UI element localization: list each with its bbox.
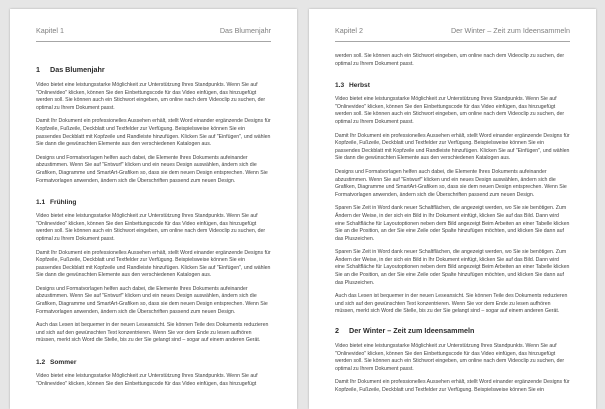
paragraph: Video bietet eine leistungsstarke Möglichkeit zur Unterstützung Ihres Standpunkts. Wenn Sie auf "Onlinevideo" klicken, können Sie den Einbettungscode für das Video einfügen, das hinzugefügt werden soll. Sie können auch ein Stichwort eingeben, um online nach dem Videoclip zu suchen, der optimal zu Ihrem Dokument passt.: [335, 96, 565, 125]
paragraph: Damit Ihr Dokument ein professionelles Aussehen erhält, stellt Word einander ergänzende Designs für Kopfzeile, Fußzeile, Deckblatt und Textfelder zur Verfügung. Beispielsweise können Sie ein passendes Deckblatt mit Kopfzeile und Randleiste hinzufügen. Klicken Sie auf "Einfügen", und wählen Sie dann die gewünschten Elemente aus den verschiedenen Katalogen aus.: [36, 118, 271, 148]
paragraph: Damit Ihr Dokument ein professionelles Aussehen erhält, stellt Word einander ergänzende Designs für Kopfzeile, Fußzeile, Deckblatt und Textfelder zur Verfügung. Beispielsweise können Sie ein passendes Deckblatt mit Kopfzeile und Randleiste hinzufügen. Klicken Sie auf "Einfügen", und wählen Sie dann die gewünschten Elemente aus den verschiedenen Katalogen aus.: [36, 249, 271, 279]
paragraph: Designs und Formatvorlagen helfen auch dabei, die Elemente Ihres Dokuments aufeinander abzustimmen. Wenn Sie auf "Entwurf" klicken und ein neues Design auswählen, ändern sich die Grafiken, Diagramme und SmartArt-Grafiken so, dass sie dem neuen Design entsprechen. Wenn Sie Formatvorlagen anwenden, ändern sich die Überschriften passend zum neuen Design.: [36, 285, 268, 315]
paragraph: Damit Ihr Dokument ein professionelles Aussehen erhält, stellt Word einander ergänzende Designs für Kopfzeile, Fußzeile, Deckblatt und Textfelder zur Verfügung. Beispielsweise können Sie ein passendes Deckblatt mit Kopfzeile und Randleiste hinzufügen. Klicken Sie auf "Einfügen", und wählen Sie dann die gewünschten Elemente aus den verschiedenen Katalogen aus.: [335, 132, 570, 162]
heading-number: 1.1: [36, 199, 46, 207]
paragraph: werden soll. Sie können auch ein Stichwort eingeben, um online nach dem Videoclip zu suchen, der optimal zu Ihrem Dokument passt.: [335, 53, 565, 67]
heading-number: 2: [335, 326, 339, 336]
paragraph: Designs und Formatvorlagen helfen auch dabei, die Elemente Ihres Dokuments aufeinander abzustimmen. Wenn Sie auf "Entwurf" klicken und ein neues Design auswählen, ändern sich die Grafiken, Diagramme und SmartArt-Grafiken so, dass sie dem neuen Design entsprechen. Wenn Sie Formatvorlagen anwenden, ändern sich die Überschriften passend zum neuen Design.: [335, 168, 567, 198]
heading-text: Sommer: [50, 359, 77, 367]
heading-text: Der Winter – Zeit zum Ideensammeln: [349, 326, 475, 336]
paragraph: Auch das Lesen ist bequemer in der neuen Leseansicht. Sie können Teile des Dokuments reduzieren und sich auf den gewünschten Text konzentrieren. Wenn Sie vor dem Ende zu lesen aufhören müssen, merkt sich Word die Stelle, bis zu der Sie gelangt sind – sogar auf einem anderen Gerät.: [36, 322, 269, 344]
header-chapter-title: Der Winter – Zeit zum Ideensammeln: [450, 26, 570, 35]
heading-2: [36, 358, 271, 367]
paragraph: Auch das Lesen ist bequemer in der neuen Leseansicht. Sie können Teile des Dokuments reduzieren und sich auf den gewünschten Text konzentrieren. Wenn Sie vor dem Ende zu lesen aufhören müssen, merkt sich Word die Stelle, bis zu der Sie gelangt sind – sogar auf einem anderen Gerät.: [335, 293, 568, 315]
paragraph: Video bietet eine leistungsstarke Möglichkeit zur Unterstützung Ihres Standpunkts. Wenn Sie auf "Onlinevideo" klicken, können Sie den Einbettungscode für das Video einfügen, das hinzugefügt werden soll. Sie können auch ein Stichwort eingeben, um online nach dem Videoclip zu suchen, der optimal zu Ihrem Dokument passt.: [335, 343, 565, 372]
paragraph: Designs und Formatvorlagen helfen auch dabei, die Elemente Ihres Dokuments aufeinander abzustimmen. Wenn Sie auf "Entwurf" klicken und ein neues Design auswählen, ändern sich die Grafiken, Diagramme und SmartArt-Grafiken so, dass sie dem neuen Design entsprechen. Wenn Sie Formatvorlagen anwenden, ändern sich die Überschriften passend zum neuen Design.: [36, 154, 268, 184]
paragraph: Video bietet eine leistungsstarke Möglichkeit zur Unterstützung Ihres Standpunkts. Wenn Sie auf "Onlinevideo" klicken, können Sie den Einbettungscode für das Video einfügen, das hinzugefügt werden soll. Sie können auch ein Stichwort eingeben, um online nach dem Videoclip zu suchen, der optimal zu Ihrem Dokument passt.: [36, 82, 266, 111]
heading-2: [36, 198, 271, 207]
heading-1: [36, 65, 271, 74]
page-body[interactable]: [335, 53, 570, 401]
heading-text: Frühling: [50, 199, 77, 207]
heading-number: 1.3: [335, 82, 345, 90]
heading-1: [335, 326, 570, 335]
heading-text: Das Blumenjahr: [50, 65, 105, 74]
heading-2: [335, 81, 570, 90]
page-header: [36, 26, 271, 42]
paragraph: Video bietet eine leistungsstarke Möglichkeit zur Unterstützung Ihres Standpunkts. Wenn Sie auf "Onlinevideo" klicken, können Sie den Einbettungscode für das Video einfügen, das hinzugefügt: [36, 373, 258, 387]
heading-text: Herbst: [349, 82, 370, 90]
page-header: [335, 26, 570, 42]
heading-number: 1.2: [36, 359, 46, 367]
header-chapter-title: Das Blumenjahr: [219, 26, 271, 35]
heading-number: 1: [36, 65, 40, 74]
paragraph: Damit Ihr Dokument ein professionelles Aussehen erhält, stellt Word einander ergänzende Designs für Kopfzeile, Fußzeile, Deckblatt und Textfelder zur Verfügung. Beispielsweise können Sie ein: [335, 379, 570, 393]
paragraph: Video bietet eine leistungsstarke Möglichkeit zur Unterstützung Ihres Standpunkts. Wenn Sie auf "Onlinevideo" klicken, können Sie den Einbettungscode für das Video einfügen, das hinzugefügt werden soll. Sie können auch ein Stichwort eingeben, um online nach dem Videoclip zu suchen, der optimal zu Ihrem Dokument passt.: [36, 213, 266, 242]
paragraph: Sparen Sie Zeit in Word dank neuer Schaltflächen, die angezeigt werden, wo Sie sie benötigen. Zum Ändern der Weise, in der sich ein Bild in Ihr Dokument einfügt, klicken Sie auf das Bild. Dann wird eine Schaltfläche für Layoutoptionen neben dem Bild angezeigt Beim Arbeiten an einer Tabelle klicken Sie an die Position, an der Sie eine Zeile oder Spalte hinzufügen möchten, und klicken Sie dann auf das Pluszeichen.: [335, 249, 570, 286]
document-page-1[interactable]: [10, 9, 297, 409]
page-body[interactable]: [36, 53, 271, 394]
paragraph: Sparen Sie Zeit in Word dank neuer Schaltflächen, die angezeigt werden, wo Sie sie benötigen. Zum Ändern der Weise, in der sich ein Bild in Ihr Dokument einfügt, klicken Sie auf das Bild. Dann wird eine Schaltfläche für Layoutoptionen neben dem Bild angezeigt Beim Arbeiten an einer Tabelle klicken Sie an die Position, an der Sie eine Zeile oder Spalte hinzufügen möchten, und klicken Sie dann auf das Pluszeichen.: [335, 205, 570, 242]
document-page-2[interactable]: [309, 9, 596, 409]
header-chapter-label: Kapitel 1: [36, 26, 64, 35]
header-chapter-label: Kapitel 2: [335, 26, 363, 35]
